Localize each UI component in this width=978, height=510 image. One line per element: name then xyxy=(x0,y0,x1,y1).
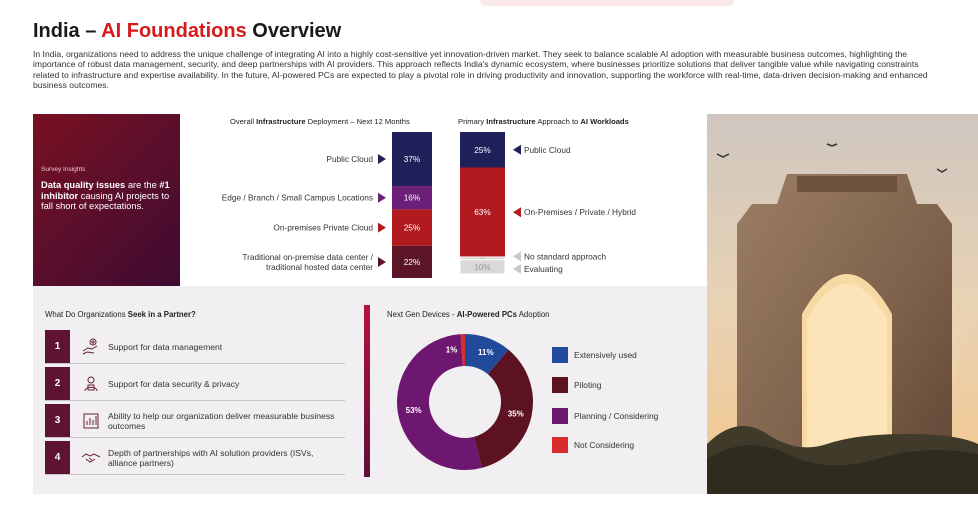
partner-item xyxy=(45,330,345,364)
bar-value-label: 25% xyxy=(474,144,491,155)
security-icon xyxy=(81,374,101,394)
legend-swatch xyxy=(552,347,568,363)
partner-item-text: Ability to help our organization deliver measurable business outcomes xyxy=(108,410,335,431)
top-tab-decoration xyxy=(480,0,734,6)
category-label: Public Cloud xyxy=(524,144,571,155)
arrow-icon xyxy=(513,145,521,155)
deployment-chart-title: Overall Infrastructure Deployment – Next 12 Months xyxy=(230,117,410,126)
partner-section-title: What Do Organizations Seek in a Partner? xyxy=(45,310,196,319)
category-label: No standard approach xyxy=(524,251,607,262)
slice-value-label: 35% xyxy=(507,409,524,419)
workload-chart-title: Primary Infrastructure Approach to AI Workloads xyxy=(458,117,629,126)
arrow-icon xyxy=(378,193,386,203)
partner-item-number: 2 xyxy=(45,367,70,400)
arrow-icon xyxy=(378,223,386,233)
ai-pcs-chart-title: Next Gen Devices - AI-Powered PCs Adoption xyxy=(387,310,550,319)
legend-swatch xyxy=(552,377,568,393)
outcomes-icon xyxy=(81,411,101,431)
deployment-chart xyxy=(180,128,450,278)
partner-item-number: 1 xyxy=(45,330,70,363)
legend-swatch xyxy=(552,437,568,453)
partner-item xyxy=(45,441,345,475)
workload-chart xyxy=(450,128,700,280)
page-title: India – AI Foundations Overview xyxy=(33,20,342,42)
category-label: On-premises Private Cloud xyxy=(273,222,373,233)
legend-label: Planning / Considering xyxy=(574,411,659,421)
legend-label: Extensively used xyxy=(574,350,637,360)
category-label: Public Cloud xyxy=(326,154,373,165)
category-label: On-Premises / Private / Hybrid xyxy=(524,207,637,218)
bar-value-label: 63% xyxy=(474,207,491,218)
partner-item-text: Depth of partnerships with AI solution providers (ISVs, alliance partners) xyxy=(108,447,314,468)
section-divider xyxy=(364,305,370,477)
bar-value-label: 10% xyxy=(474,261,491,272)
insight-label: Survey Insights xyxy=(41,166,86,173)
category-label: traditional hosted data center xyxy=(265,261,373,272)
india-gate-photo xyxy=(707,114,978,494)
bar-value-label: 22% xyxy=(403,256,421,267)
data-management-icon xyxy=(81,337,101,357)
bar-value-label: 16% xyxy=(403,192,421,203)
partner-item-number: 3 xyxy=(45,404,70,437)
legend-item xyxy=(552,408,658,424)
legend-swatch xyxy=(552,408,568,424)
category-label: Edge / Branch / Small Campus Locations xyxy=(221,192,373,203)
bar-value-label: 25% xyxy=(403,222,421,233)
arrow-icon xyxy=(513,264,521,274)
slice-value-label: 11% xyxy=(478,348,494,358)
insight-text: Data quality issues are the #1 inhibitor causing AI projects to fall short of expectations. xyxy=(41,180,170,212)
partner-item-text: Support for data management xyxy=(108,341,223,352)
ai-pcs-donut-chart xyxy=(395,332,535,472)
legend-label: Piloting xyxy=(574,380,602,390)
arrow-icon xyxy=(513,207,521,217)
partner-item-text: Support for data security & privacy xyxy=(108,378,240,389)
survey-insight-card xyxy=(33,114,180,287)
partner-item xyxy=(45,367,345,401)
arrow-icon xyxy=(378,154,386,164)
partner-item-number: 4 xyxy=(45,441,70,474)
category-label: Evaluating xyxy=(524,263,563,274)
legend-item xyxy=(552,347,637,363)
legend-label: Not Considering xyxy=(574,440,635,450)
arrow-icon xyxy=(378,257,386,267)
legend-item xyxy=(552,437,634,453)
slice-value-label: 1% xyxy=(445,345,458,355)
arrow-icon xyxy=(513,251,521,261)
handshake-icon xyxy=(81,448,101,468)
legend-item xyxy=(552,377,601,393)
intro-paragraph: In India, organizations need to address the unique challenge of integrating AI into a highly cost-sensitive yet innovation-driven market. They seek to balance scalable AI adoption with measurable business outcomes, highlighting the importance of robust data management, security, and deep partnerships with AI providers. This approach reflects India's dynamic ecosystem, where businesses prioritize solutions that deliver tangible value while navigating constraints related to infrastructure and expertise availability. In the future, AI-powered PCs are expected to play a pivotal role in driving productivity and innovation, supporting the workforce with real-time, data-driven decision-making and enhanced business outcomes. xyxy=(33,49,928,91)
category-label: Traditional on-premise data center / xyxy=(242,251,373,262)
bar-value-label: 37% xyxy=(403,154,421,165)
partner-item xyxy=(45,404,345,438)
slice-value-label: 53% xyxy=(405,406,422,416)
